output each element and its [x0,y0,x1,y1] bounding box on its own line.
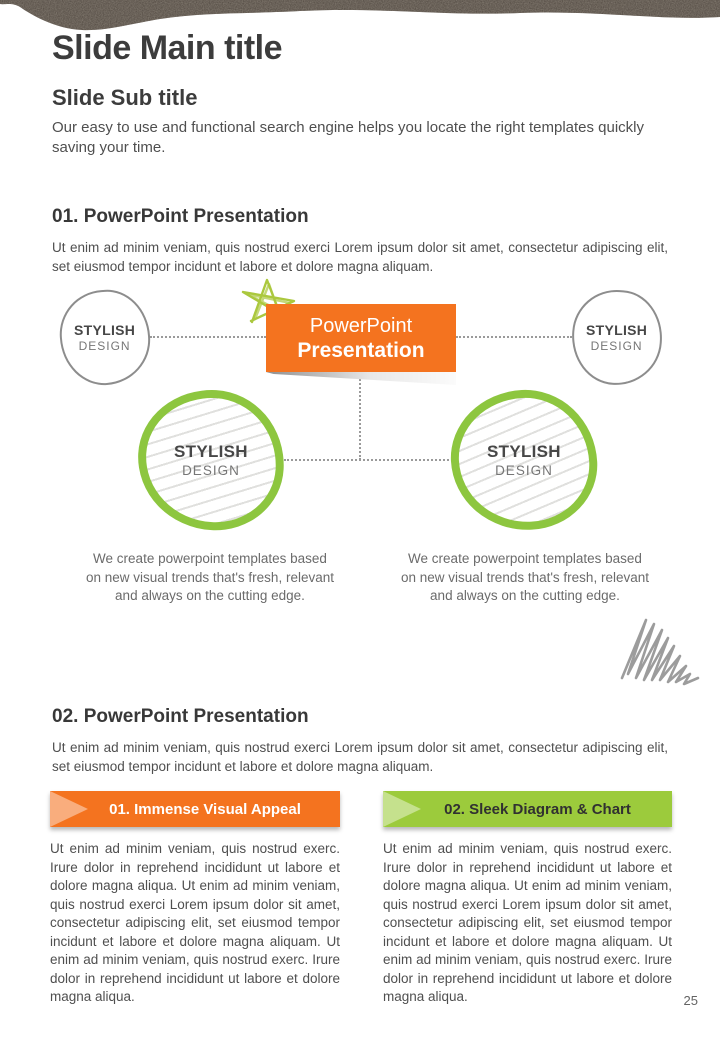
feature1-body: Ut enim ad minim veniam, quis nostrud exerc. Irure dolor in reprehend incididunt ut labore et dolore magna aliqua. Ut enim ad minim veniam, quis nostrud exerci Lorem ipsum dolor sit amet, consectetur adipiscing elit, set eiusmod tempor incidunt et labore et dolore magna aliquam. Ut enim ad minim veniam, quis nostrud exerc. Irure dolor in reprehend incididunt ut labore et dolore magna aliqua. [50,841,340,1004]
section2-heading: 02. PowerPoint Presentation [52,706,309,727]
feature1-title: 01. Immense Visual Appeal [109,800,301,818]
chevron-icon [383,791,421,827]
node-line2: DESIGN [590,339,643,353]
node-line2: DESIGN [182,462,240,478]
node-label [487,442,561,478]
node-line1: STYLISH [487,442,561,462]
connector-left [150,336,266,338]
node-line2: DESIGN [78,339,131,353]
node-line1: STYLISH [74,322,136,338]
intro-text: Our easy to use and functional search engine helps you locate the right templates quickly saving your time. [52,119,645,156]
section2-body: Ut enim ad minim veniam, quis nostrud exerci Lorem ipsum dolor sit amet, consectetur adipiscing elit, set eiusmod tempor incidunt et labore et dolore magna aliquam. [52,740,668,774]
section1-heading: 01. PowerPoint Presentation [52,206,309,227]
feature2-body: Ut enim ad minim veniam, quis nostrud exerc. Irure dolor in reprehend incididunt ut labore et dolore magna aliqua. Ut enim ad minim veniam, quis nostrud exerci Lorem ipsum dolor sit amet, consectetur adipiscing elit, set eiusmod tempor incidunt et labore et dolore magna aliquam. Ut enim ad minim veniam, quis nostrud exerc. Irure dolor in reprehend incididunt ut labore et dolore magna aliqua. [383,841,672,1004]
caption-right: We create powerpoint templates based on new visual trends that's fresh, relevant and always on the cutting edge. [401,551,649,603]
feature2-title: 02. Sleek Diagram & Chart [444,800,631,818]
section1-body: Ut enim ad minim veniam, quis nostrud exerci Lorem ipsum dolor sit amet, consectetur adipiscing elit, set eiusmod tempor incidunt et labore et dolore magna aliquam. [52,240,668,274]
chevron-icon [50,791,88,827]
fold-shadow [266,372,456,385]
scribble-doodle-icon [618,612,718,697]
feature1-banner [50,791,340,827]
stylish-node-top-left [57,287,153,388]
stylish-node-bottom-right [447,386,600,533]
page-title: Slide Main title [52,29,283,67]
feature-column-2 [383,791,672,1007]
center-title-box [266,304,456,372]
feature2-banner [383,791,672,827]
connector-down [359,372,361,460]
node-line2: DESIGN [495,463,553,479]
powerpoint-diagram [52,279,668,689]
page-subtitle: Slide Sub title [52,85,198,110]
node-line1: STYLISH [174,441,248,461]
feature-columns [50,791,672,1007]
node-label [74,322,135,353]
caption-left: We create powerpoint templates based on new visual trends that's fresh, relevant and always on the cutting edge. [86,551,334,603]
node-label [586,322,647,353]
page-number: 25 [683,993,698,1008]
node-line1: STYLISH [586,322,648,338]
center-line2: Presentation [297,338,425,362]
node-label [174,442,248,478]
stylish-node-bottom-left [134,386,287,533]
stylish-node-top-right [569,287,665,388]
center-line1: PowerPoint [309,314,413,337]
feature-column-1 [50,791,340,1007]
connector-mid [284,459,456,461]
connector-right [456,336,572,338]
